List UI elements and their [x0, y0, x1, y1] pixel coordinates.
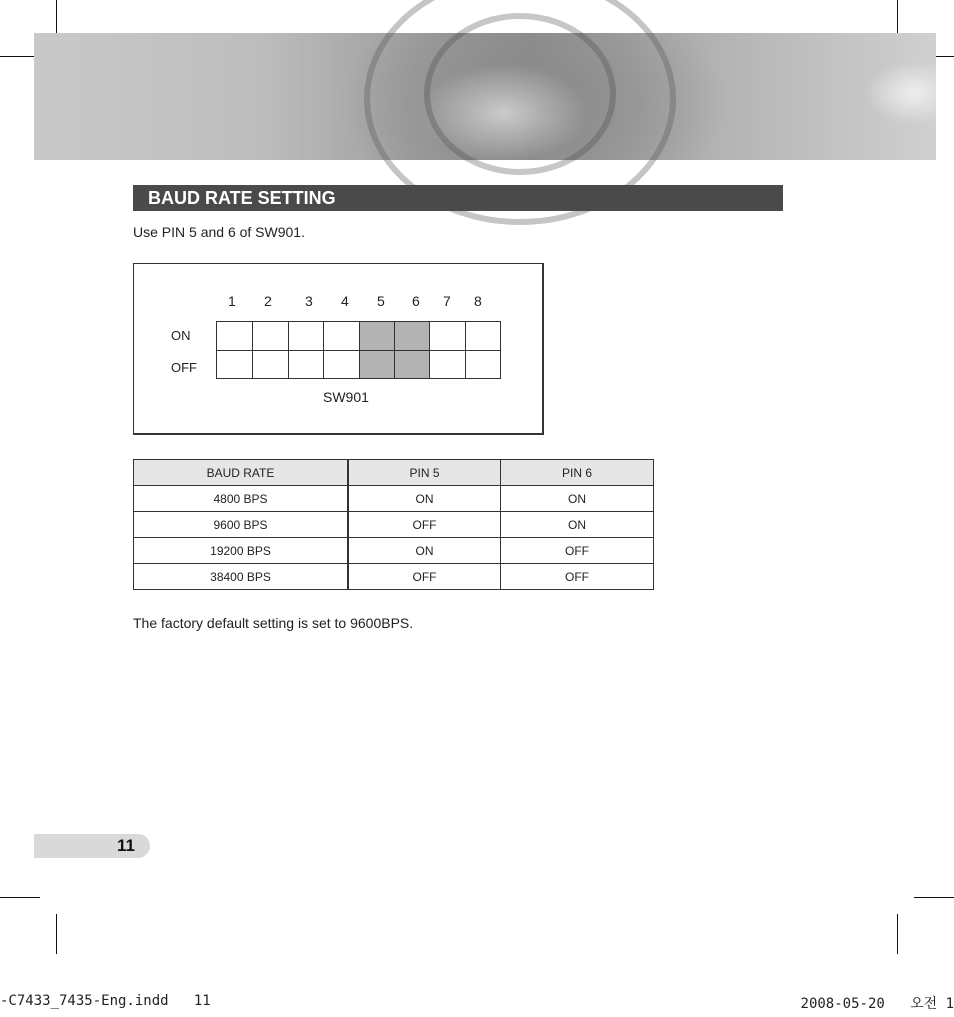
cell-pin-5: ON [348, 538, 501, 564]
off-label: OFF [171, 360, 197, 375]
switch-cell [252, 322, 287, 350]
pin-number: 5 [377, 293, 385, 309]
pin-number: 7 [443, 293, 451, 309]
table-header-row [134, 460, 654, 486]
table-row [134, 538, 654, 564]
page-number: 11 [117, 836, 135, 855]
cell-pin-6: ON [501, 486, 654, 512]
switch-cell [359, 322, 394, 350]
crop-mark [914, 897, 954, 898]
table-row [134, 564, 654, 590]
switch-cell [288, 322, 323, 350]
cell-pin-6: OFF [501, 538, 654, 564]
pin-number: 6 [412, 293, 420, 309]
dip-switch-grid [216, 321, 501, 379]
header-baud-rate: BAUD RATE [134, 460, 349, 486]
switch-cell [394, 322, 429, 350]
switch-cell [429, 322, 464, 350]
switch-cell [429, 350, 464, 378]
print-slug-left: -C7433_7435-Eng.indd 11 [0, 993, 211, 1009]
cell-pin-6: ON [501, 512, 654, 538]
cell-baud-rate: 19200 BPS [134, 538, 349, 564]
switch-cell [465, 350, 500, 378]
cell-pin-5: ON [348, 486, 501, 512]
pin-number: 1 [228, 293, 236, 309]
pin-number: 2 [264, 293, 272, 309]
on-label: ON [171, 328, 191, 343]
switch-cell [217, 350, 252, 378]
switch-cell [465, 322, 500, 350]
table-row [134, 512, 654, 538]
cell-baud-rate: 38400 BPS [134, 564, 349, 590]
pin-number: 8 [474, 293, 482, 309]
switch-cell [394, 350, 429, 378]
header-pin-5: PIN 5 [348, 460, 501, 486]
baud-rate-table [133, 459, 654, 590]
header-banner-image [34, 33, 936, 160]
intro-text: Use PIN 5 and 6 of SW901. [133, 224, 305, 240]
cell-baud-rate: 9600 BPS [134, 512, 349, 538]
print-slug-right: 2008-05-20 오전 1 [800, 996, 954, 1012]
table-row [134, 486, 654, 512]
crop-mark [0, 897, 40, 898]
cell-pin-5: OFF [348, 564, 501, 590]
cell-pin-5: OFF [348, 512, 501, 538]
switch-cell [288, 350, 323, 378]
switch-cell [359, 350, 394, 378]
crop-mark [897, 914, 898, 954]
switch-cell [323, 322, 358, 350]
pin-number: 4 [341, 293, 349, 309]
cell-pin-6: OFF [501, 564, 654, 590]
factory-default-note: The factory default setting is set to 9600BPS. [133, 615, 414, 631]
switch-cell [217, 322, 252, 350]
cell-baud-rate: 4800 BPS [134, 486, 349, 512]
pin-number: 3 [305, 293, 313, 309]
switch-name: SW901 [323, 389, 369, 405]
section-title: BAUD RATE SETTING [133, 185, 783, 211]
switch-cell [323, 350, 358, 378]
crop-mark [56, 914, 57, 954]
header-pin-6: PIN 6 [501, 460, 654, 486]
lens-ring-decoration [424, 13, 616, 175]
switch-cell [252, 350, 287, 378]
